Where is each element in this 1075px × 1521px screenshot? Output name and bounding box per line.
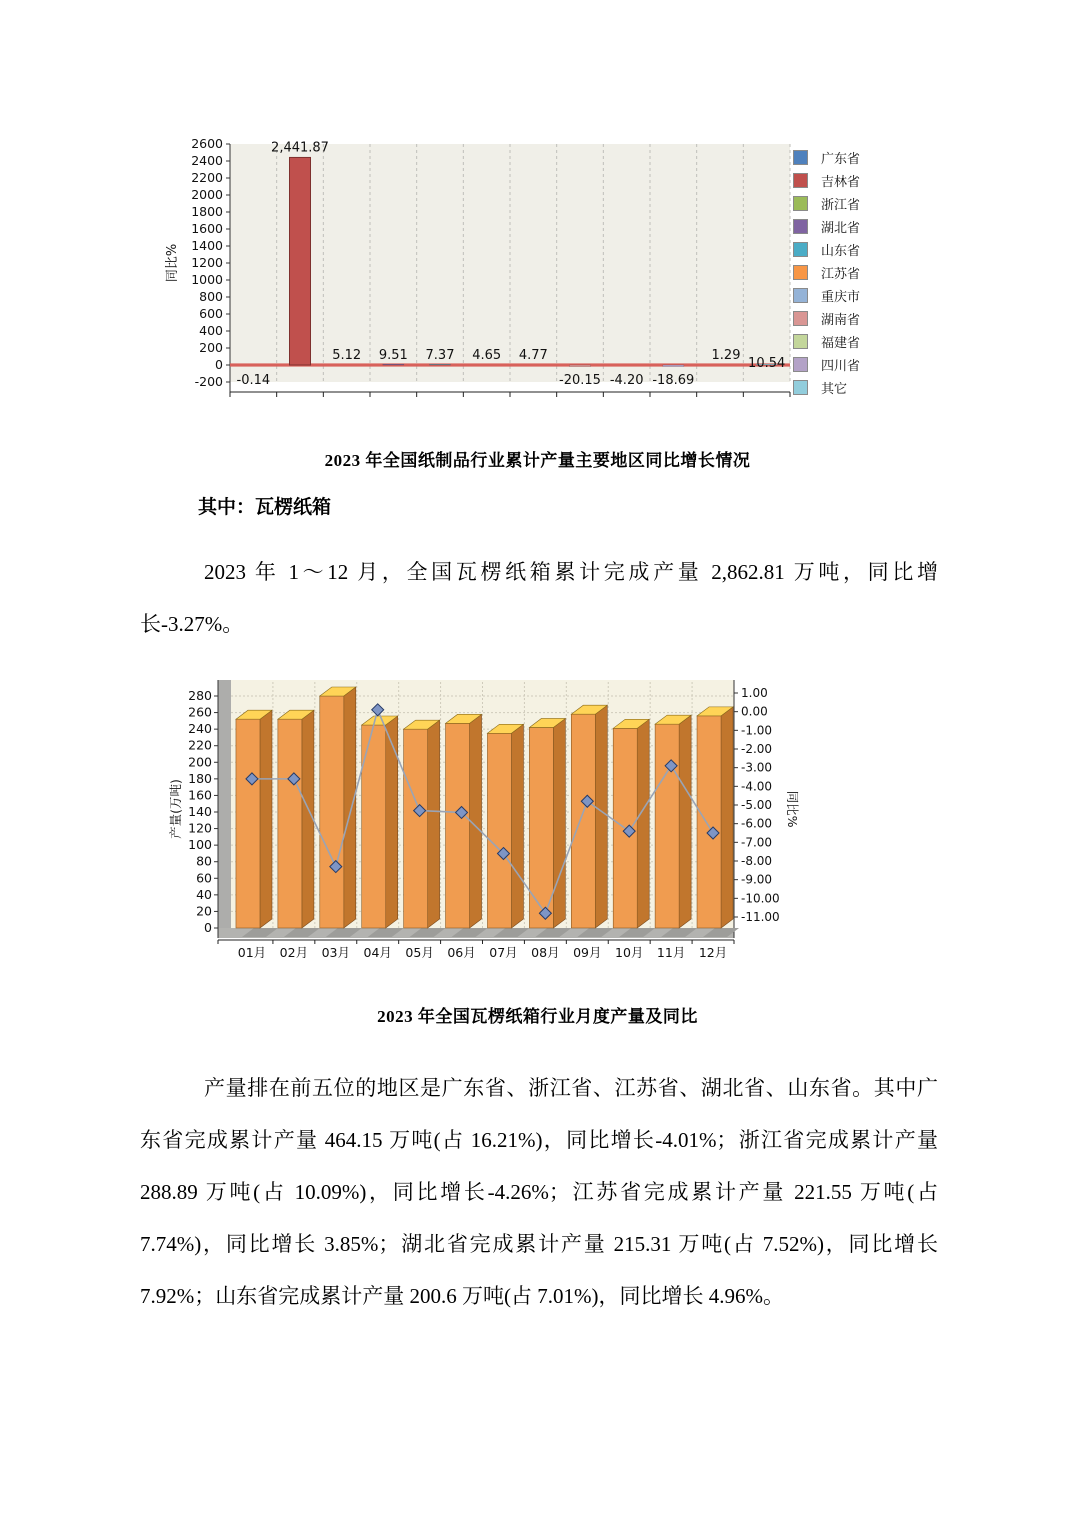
- monthly-chart-svg: [168, 670, 828, 992]
- legend-swatch: [793, 242, 808, 257]
- bar-value-label: -20.15: [559, 373, 601, 388]
- monthly-output-chart-plot: [168, 670, 828, 997]
- bar-front: [236, 719, 260, 928]
- legend-label: 山东省: [821, 244, 861, 259]
- month-label: 12月: [698, 945, 728, 960]
- y-axis-tick-label: 400: [199, 323, 223, 338]
- y-axis-tick-label: 600: [199, 306, 223, 321]
- bar: [570, 365, 591, 367]
- legend-label: 四川省: [821, 359, 861, 374]
- y-axis-tick-label: -200: [194, 374, 223, 389]
- right-axis-tick-label: -8.00: [741, 854, 773, 868]
- left-axis-tick-label: 120: [188, 820, 212, 836]
- y-axis-tick-label: 1000: [191, 272, 223, 287]
- month-label: 11月: [656, 945, 686, 960]
- legend-label: 吉林省: [821, 175, 861, 190]
- month-label: 04月: [363, 945, 392, 960]
- month-label: 01月: [237, 945, 267, 960]
- legend-swatch: [793, 380, 808, 395]
- legend-item: [793, 215, 903, 238]
- legend-label: 湖南省: [821, 313, 861, 328]
- legend-swatch: [793, 311, 808, 326]
- legend-item: [793, 192, 903, 215]
- month-label: 06月: [447, 945, 476, 960]
- left-axis-tick-label: 240: [188, 721, 212, 737]
- y-axis-title: 同比%: [165, 243, 180, 283]
- left-axis-tick-label: 160: [188, 787, 212, 803]
- bar: [383, 364, 404, 365]
- month-label: 08月: [531, 945, 560, 960]
- bar-side: [721, 707, 733, 928]
- bar-side: [511, 724, 523, 928]
- y-axis-tick-label: 2400: [191, 153, 223, 168]
- legend-swatch: [793, 173, 808, 188]
- legend-label: 广东省: [821, 152, 861, 167]
- y-axis-tick-label: 200: [199, 340, 223, 355]
- y-axis-tick-label: 2600: [191, 136, 223, 151]
- y-axis-tick-label: 1600: [191, 221, 223, 236]
- y-axis-tick-label: 800: [199, 289, 223, 304]
- paragraph-total-output: 2023 年 1～12 月，全国瓦楞纸箱累计完成产量 2,862.81 万吨，同比增长-3.27%。: [140, 560, 938, 636]
- bar-front: [697, 716, 721, 928]
- right-axis-tick-label: -4.00: [741, 779, 773, 794]
- legend-swatch: [793, 288, 808, 303]
- y-axis-tick-label: 2200: [191, 170, 223, 185]
- bar-side: [344, 687, 356, 928]
- bar-value-label: 9.51: [378, 348, 408, 363]
- bar: [290, 157, 311, 365]
- right-axis-tick-label: 1.00: [741, 686, 768, 700]
- bar-side: [428, 720, 440, 928]
- bar-front: [529, 727, 553, 928]
- bar-front: [571, 714, 595, 928]
- left-axis-tick-label: 260: [188, 704, 212, 720]
- bar-value-label: -18.69: [652, 373, 695, 388]
- wall-left: [218, 680, 231, 938]
- y-axis-tick-label: 1400: [191, 238, 223, 253]
- month-label: 09月: [573, 945, 602, 960]
- legend-label: 重庆市: [821, 290, 861, 305]
- bar-value-label: 4.65: [472, 348, 502, 363]
- bar: [430, 364, 451, 365]
- right-axis-tick-label: -2.00: [741, 742, 773, 756]
- left-axis-tick-label: 60: [196, 870, 212, 886]
- right-axis-tick-label: -11.00: [741, 910, 780, 924]
- left-axis-tick-label: 200: [188, 754, 212, 770]
- chart2-caption: 2023 年全国瓦楞纸箱行业月度产量及同比: [377, 1007, 698, 1026]
- bar-value-label: -0.14: [236, 373, 271, 388]
- right-axis-tick-label: -10.00: [741, 891, 780, 906]
- bar-front: [320, 696, 344, 928]
- bar-value-label: 7.37: [425, 348, 455, 363]
- left-axis-tick-label: 20: [196, 903, 212, 919]
- plot-background: [230, 144, 790, 382]
- right-axis-tick-label: -9.00: [741, 872, 773, 887]
- left-axis-tick-label: 140: [188, 804, 212, 819]
- bar-value-label: 2,441.87: [271, 140, 329, 156]
- bar: [663, 365, 684, 367]
- bar-value-label: 1.29: [711, 348, 741, 363]
- bar-front: [446, 723, 470, 928]
- legend-swatch: [793, 150, 808, 165]
- right-axis-tick-label: -1.00: [741, 723, 773, 738]
- bar-front: [404, 729, 428, 928]
- bar-side: [553, 718, 565, 928]
- legend-label: 浙江省: [821, 198, 861, 213]
- chart-legend: [793, 146, 903, 399]
- bar-side: [637, 719, 649, 928]
- right-axis-tick-label: -3.00: [741, 760, 773, 775]
- bar-value-label: 5.12: [332, 348, 362, 363]
- legend-item: [793, 353, 903, 376]
- month-label: 03月: [321, 945, 350, 960]
- bar-side: [679, 715, 691, 928]
- bar-front: [278, 719, 302, 928]
- bar-side: [386, 716, 398, 928]
- bar-side: [260, 710, 272, 928]
- bar-value-label: -4.20: [609, 373, 644, 388]
- right-axis-tick-label: -5.00: [741, 798, 773, 812]
- left-axis-tick-label: 40: [196, 886, 212, 902]
- month-label: 02月: [279, 945, 309, 960]
- month-label: 07月: [489, 945, 518, 960]
- bar-side: [595, 705, 607, 928]
- legend-item: [793, 169, 903, 192]
- legend-swatch: [793, 357, 808, 372]
- right-axis-title: 同比%: [785, 790, 800, 828]
- left-axis-tick-label: 220: [188, 737, 212, 753]
- legend-label: 湖北省: [821, 221, 861, 236]
- right-axis-tick-label: 0.00: [741, 704, 768, 719]
- region-yoy-chart: [163, 130, 905, 422]
- legend-swatch: [793, 334, 808, 349]
- legend-item: [793, 330, 903, 353]
- chart1-caption: 2023 年全国纸制品行业累计产量主要地区同比增长情况: [324, 451, 751, 470]
- left-axis-tick-label: 80: [196, 853, 212, 869]
- left-axis-tick-label: 0: [204, 920, 212, 935]
- legend-swatch: [793, 219, 808, 234]
- left-axis-tick-label: 180: [188, 770, 212, 786]
- bar-front: [487, 733, 511, 928]
- y-axis-tick-label: 2000: [191, 187, 223, 202]
- monthly-output-chart: [168, 670, 828, 992]
- bar-front: [655, 724, 679, 928]
- legend-item: [793, 376, 903, 399]
- section-heading: 其中：瓦楞纸箱: [198, 497, 332, 518]
- y-axis-tick-label: 0: [215, 357, 223, 372]
- right-axis-tick-label: -7.00: [741, 835, 773, 850]
- legend-swatch: [793, 265, 808, 280]
- legend-item: [793, 307, 903, 330]
- legend-item: [793, 146, 903, 169]
- left-axis-tick-label: 100: [188, 837, 212, 853]
- legend-item: [793, 284, 903, 307]
- legend-label: 福建省: [821, 336, 861, 351]
- legend-label: 其它: [821, 382, 848, 397]
- zero-baseline: [230, 363, 790, 366]
- legend-swatch: [793, 196, 808, 211]
- bar-value-label: 4.77: [518, 348, 548, 363]
- y-axis-tick-label: 1200: [191, 255, 223, 270]
- month-label: 05月: [405, 945, 434, 960]
- bar-value-label: 10.54: [748, 356, 786, 371]
- y-axis-tick-label: 1800: [191, 204, 223, 219]
- legend-item: [793, 238, 903, 261]
- right-axis-tick-label: -6.00: [741, 816, 773, 831]
- legend-item: [793, 261, 903, 284]
- left-axis-tick-label: 280: [188, 688, 212, 703]
- left-axis-title: 产量(万吨): [168, 779, 183, 839]
- paragraph-top-regions: 产量排在前五位的地区是广东省、浙江省、江苏省、湖北省、山东省。其中广东省完成累计产量 464.15 万吨(占 16.21%)，同比增长-4.01%；浙江省完成累计产量 288.89 万吨(占 10.09%)，同比增长-4.26%；江苏省完成累计产量 221.55 万吨(占 7.74%)，同比增长 3.85%；湖北省完成累计产量 215.31 万吨(占 7.52%)，同比增长 7.92%；山东省完成累计产量 200.6 万吨(占 7.01%)，同比增长 4.96%。: [140, 1076, 938, 1308]
- bar-side: [302, 710, 314, 928]
- month-label: 10月: [615, 945, 644, 960]
- legend-label: 江苏省: [821, 267, 861, 282]
